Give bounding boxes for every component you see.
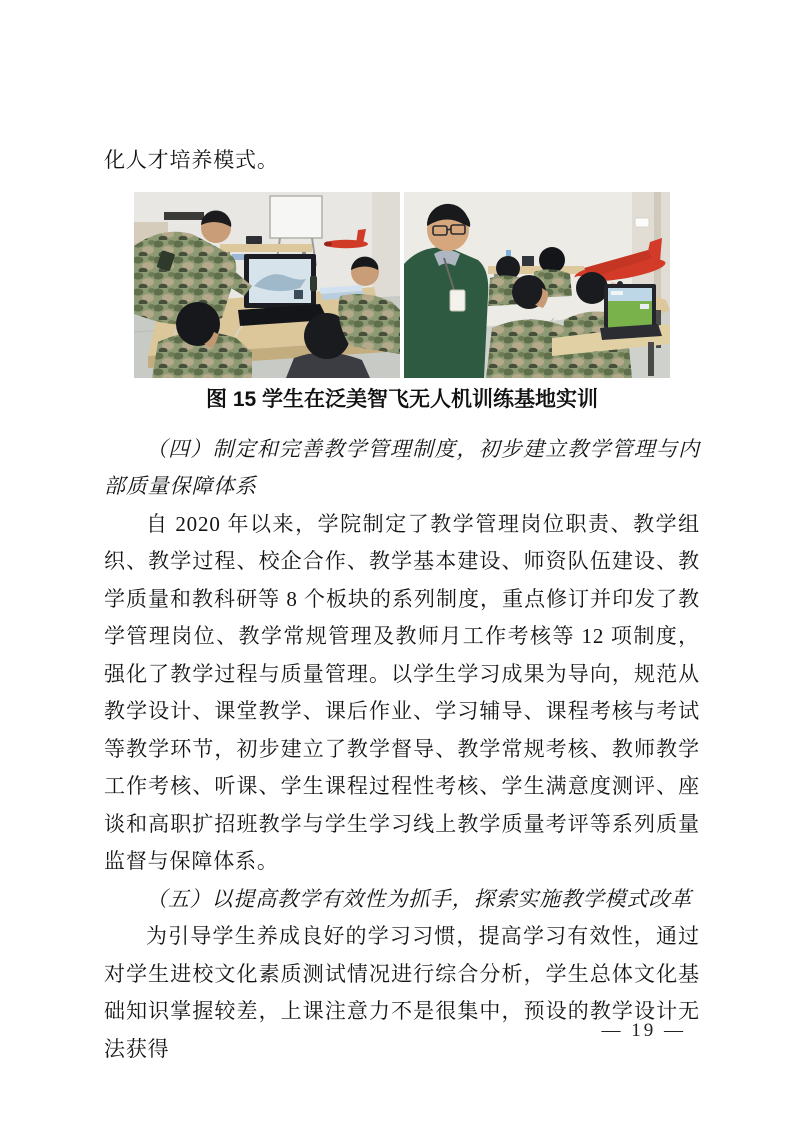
figure-photos [104, 192, 700, 378]
figure-caption: 图 15 学生在泛美智飞无人机训练基地实训 [205, 387, 599, 411]
page-number: — 19 — [601, 1020, 686, 1041]
page-content [104, 142, 700, 1068]
paragraph-intro: 化人才培养模式。 [104, 148, 279, 172]
left-photo [134, 192, 400, 378]
section-5-heading: （五）以提高教学有效性为抓手，探索实施教学模式改革 [146, 886, 692, 911]
figure-15 [104, 192, 700, 415]
section-4-heading: （四）制定和完善教学管理制度，初步建立教学管理与内部质量保障体系 [104, 436, 700, 498]
laptop [600, 284, 662, 340]
section-5-body: 为引导学生养成良好的学习习惯，提高学习有效性，通过对学生进校文化素质测试情况进行综合分析，学生总体文化基础知识掌握较差，上课注意力不是很集中，预设的教学设计无法获得 [104, 924, 700, 1061]
section-4-body: 自 2020 年以来，学院制定了教学管理岗位职责、教学组织、教学过程、校企合作、教学基本建设、师资队伍建设、教学质量和教科研等 8 个板块的系列制度，重点修订并印发了教学管理岗位、教学常规管理及教师月工作考核等 12 项制度，强化了教学过程与质量管理。以学生学习成果为导向，规范从教学设计、课堂教学、课后作业、学习辅导、课程考核与考试等教学环节，初步建立了教学督导、教学常规考核、教师教学工作考核、听课、学生课程过程性考核、学生满意度测评、座谈和高职扩招班教学与学生学习线上教学质量考评等系列质量监督与保障体系。 [104, 511, 700, 873]
right-photo [404, 192, 670, 378]
